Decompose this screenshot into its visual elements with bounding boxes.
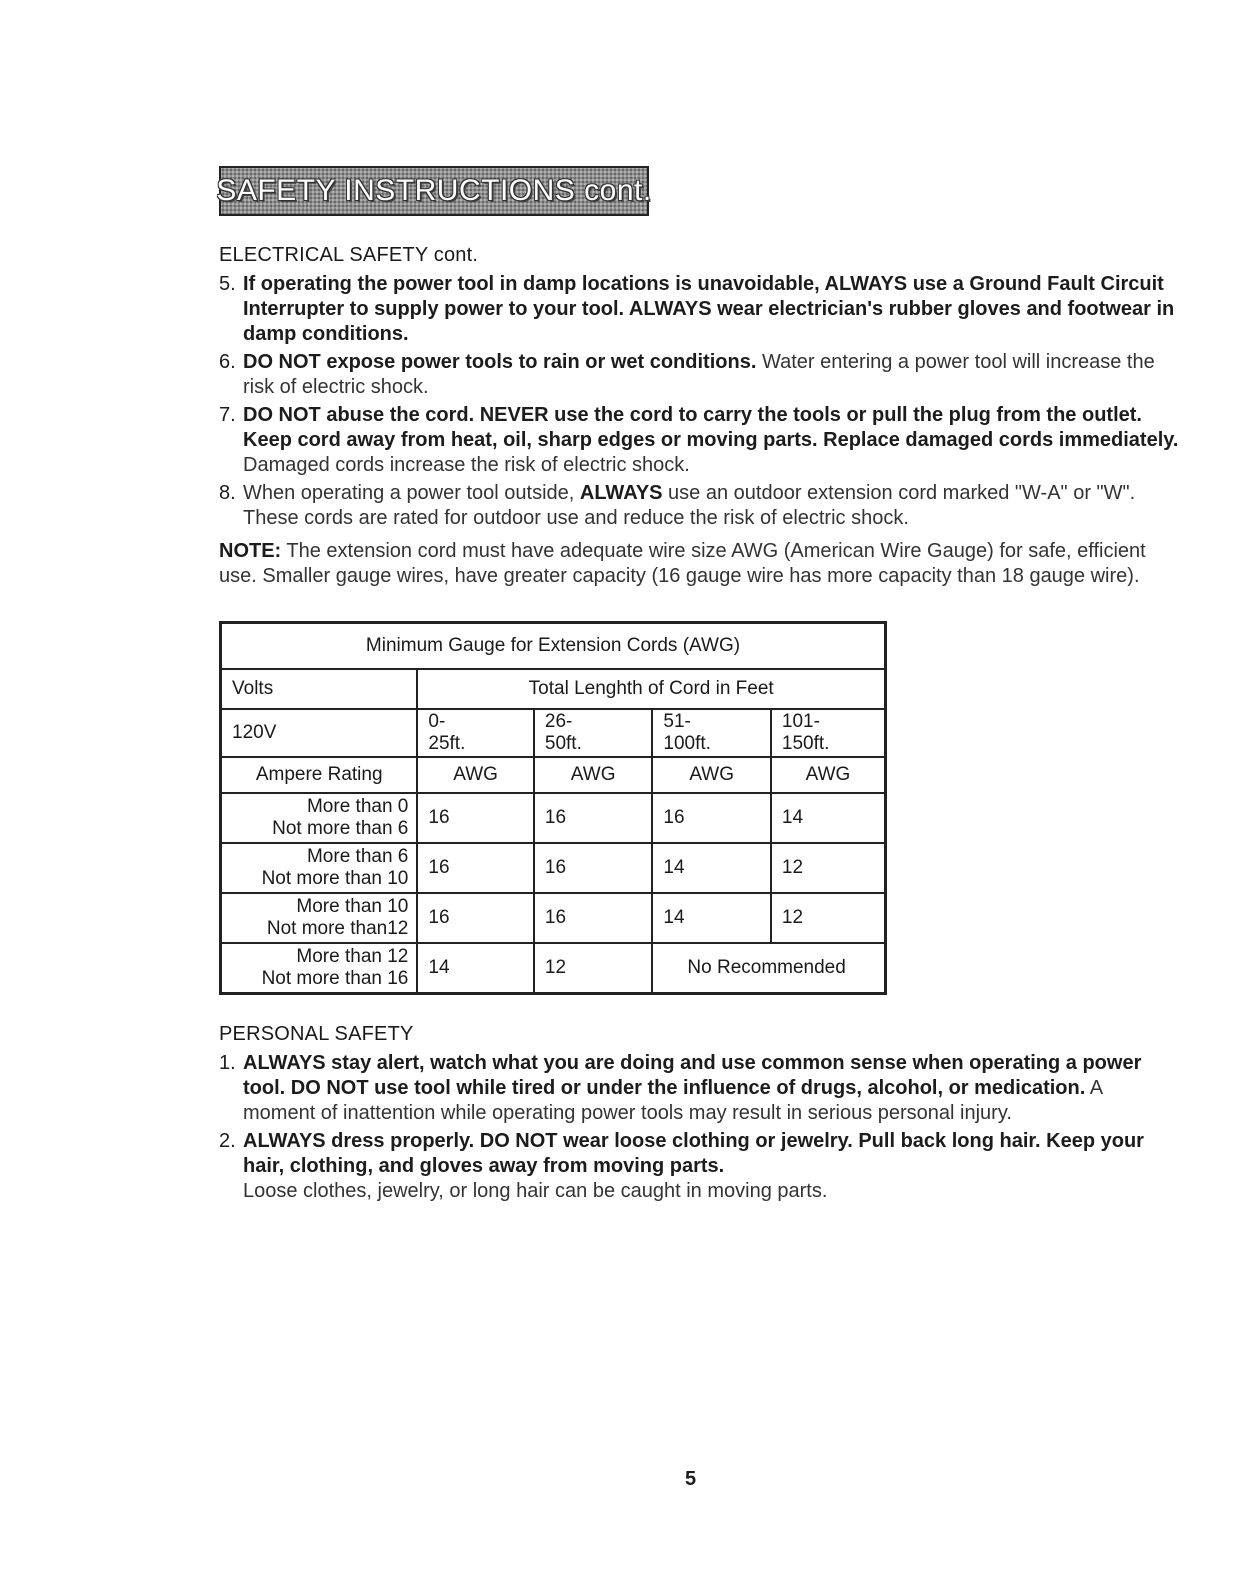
item-number: 8. (219, 482, 236, 504)
item-bold-text: ALWAYS stay alert, watch what you are doing and use common sense when operating a power tool. DO NOT use tool while tired or under the influence of drugs, alcohol, or medication. (243, 1052, 1142, 1099)
gauge-cell: 16 (652, 793, 771, 843)
gauge-table-wrapper (219, 621, 887, 995)
personal-safety-heading: PERSONAL SAFETY (219, 1023, 414, 1045)
list-item (219, 1129, 1179, 1204)
list-item (219, 1051, 1179, 1126)
length-label: Total Lenghth of Cord in Feet (417, 669, 885, 709)
gauge-cell: 16 (534, 843, 653, 893)
ampere-range: More than 12 Not more than 16 (221, 943, 418, 994)
awg-label: AWG (417, 757, 534, 793)
item-bold-text: If operating the power tool in damp locations is unavoidable, ALWAYS use a Ground Fault Circuit Interrupter to supply power to your tool. ALWAYS wear electrician's rubber gloves and footwear in damp conditions. (243, 273, 1175, 345)
table-title: Minimum Gauge for Extension Cords (AWG) (221, 623, 886, 670)
ampere-range: More than 10 Not more than12 (221, 893, 418, 943)
voltage-cell: 120V (221, 709, 418, 757)
not-recommended-cell: No Recommended (652, 943, 885, 994)
gauge-cell: 16 (417, 893, 534, 943)
note-text: The extension cord must have adequate wire size AWG (American Wire Gauge) for safe, efficient use. Smaller gauge wires, have greater capacity (16 gauge wire has more capacity than 18 gauge wire). (219, 540, 1146, 587)
gauge-cell: 14 (652, 893, 771, 943)
item-number: 1. (219, 1052, 236, 1074)
item-bold-text: ALWAYS dress properly. DO NOT wear loose clothing or jewelry. Pull back long hair. Keep your hair, clothing, and gloves away from moving parts. (243, 1130, 1144, 1177)
item-bold-text: DO NOT abuse the cord. NEVER use the cord to carry the tools or pull the plug from the outlet. Keep cord away from heat, oil, sharp edges or moving parts. Replace damaged cords immediately. (243, 404, 1179, 451)
awg-label: AWG (771, 757, 886, 793)
ampere-rating-label: Ampere Rating (221, 757, 418, 793)
length-cell: 51- 100ft. (652, 709, 771, 757)
table-row (221, 943, 886, 994)
list-item (219, 272, 1179, 347)
volts-label: Volts (221, 669, 418, 709)
item-text: Damaged cords increase the risk of electric shock. (243, 454, 690, 476)
gauge-cell: 16 (417, 843, 534, 893)
gauge-table (219, 621, 887, 995)
item-text: Water entering a power tool will increase the risk of electric shock. (243, 351, 1155, 398)
list-item (219, 403, 1179, 478)
table-row (221, 893, 886, 943)
gauge-cell: 12 (771, 843, 886, 893)
gauge-cell: 12 (771, 893, 886, 943)
length-cell: 101- 150ft. (771, 709, 886, 757)
gauge-cell: 12 (534, 943, 653, 994)
note (219, 539, 1179, 589)
gauge-cell: 16 (417, 793, 534, 843)
table-row (221, 843, 886, 893)
item-number: 2. (219, 1130, 236, 1152)
length-cell: 26- 50ft. (534, 709, 653, 757)
length-cell: 0- 25ft. (417, 709, 534, 757)
section-banner (216, 166, 652, 216)
note-label: NOTE: (219, 540, 282, 562)
item-number: 7. (219, 404, 236, 426)
item-number: 5. (219, 273, 236, 295)
gauge-cell: 14 (417, 943, 534, 994)
ampere-range: More than 0 Not more than 6 (221, 793, 418, 843)
gauge-cell: 16 (534, 893, 653, 943)
ampere-range: More than 6 Not more than 10 (221, 843, 418, 893)
item-bold-text: ALWAYS (579, 482, 663, 504)
awg-label: AWG (534, 757, 653, 793)
list-item (219, 481, 1179, 531)
item-number: 6. (219, 351, 236, 373)
item-text: use an outdoor extension cord marked "W-A" or "W". These cords are rated for outdoor use and reduce the risk of electric shock. (243, 482, 1136, 529)
item-text: A moment of inattention while operating power tools may result in serious personal injury. (243, 1077, 1102, 1124)
page-number: 5 (685, 1468, 697, 1490)
banner-title: SAFETY INSTRUCTIONS cont. (216, 174, 652, 207)
gauge-cell: 14 (652, 843, 771, 893)
gauge-cell: 16 (534, 793, 653, 843)
table-row (221, 793, 886, 843)
gauge-cell: 14 (771, 793, 886, 843)
page-content (219, 244, 1179, 1207)
item-text: Loose clothes, jewelry, or long hair can be caught in moving parts. (243, 1180, 828, 1202)
item-bold-text: DO NOT expose power tools to rain or wet conditions. (243, 351, 757, 373)
list-item (219, 350, 1179, 400)
item-text: When operating a power tool outside, (243, 482, 580, 504)
awg-label: AWG (652, 757, 771, 793)
electrical-safety-heading: ELECTRICAL SAFETY cont. (219, 244, 479, 266)
